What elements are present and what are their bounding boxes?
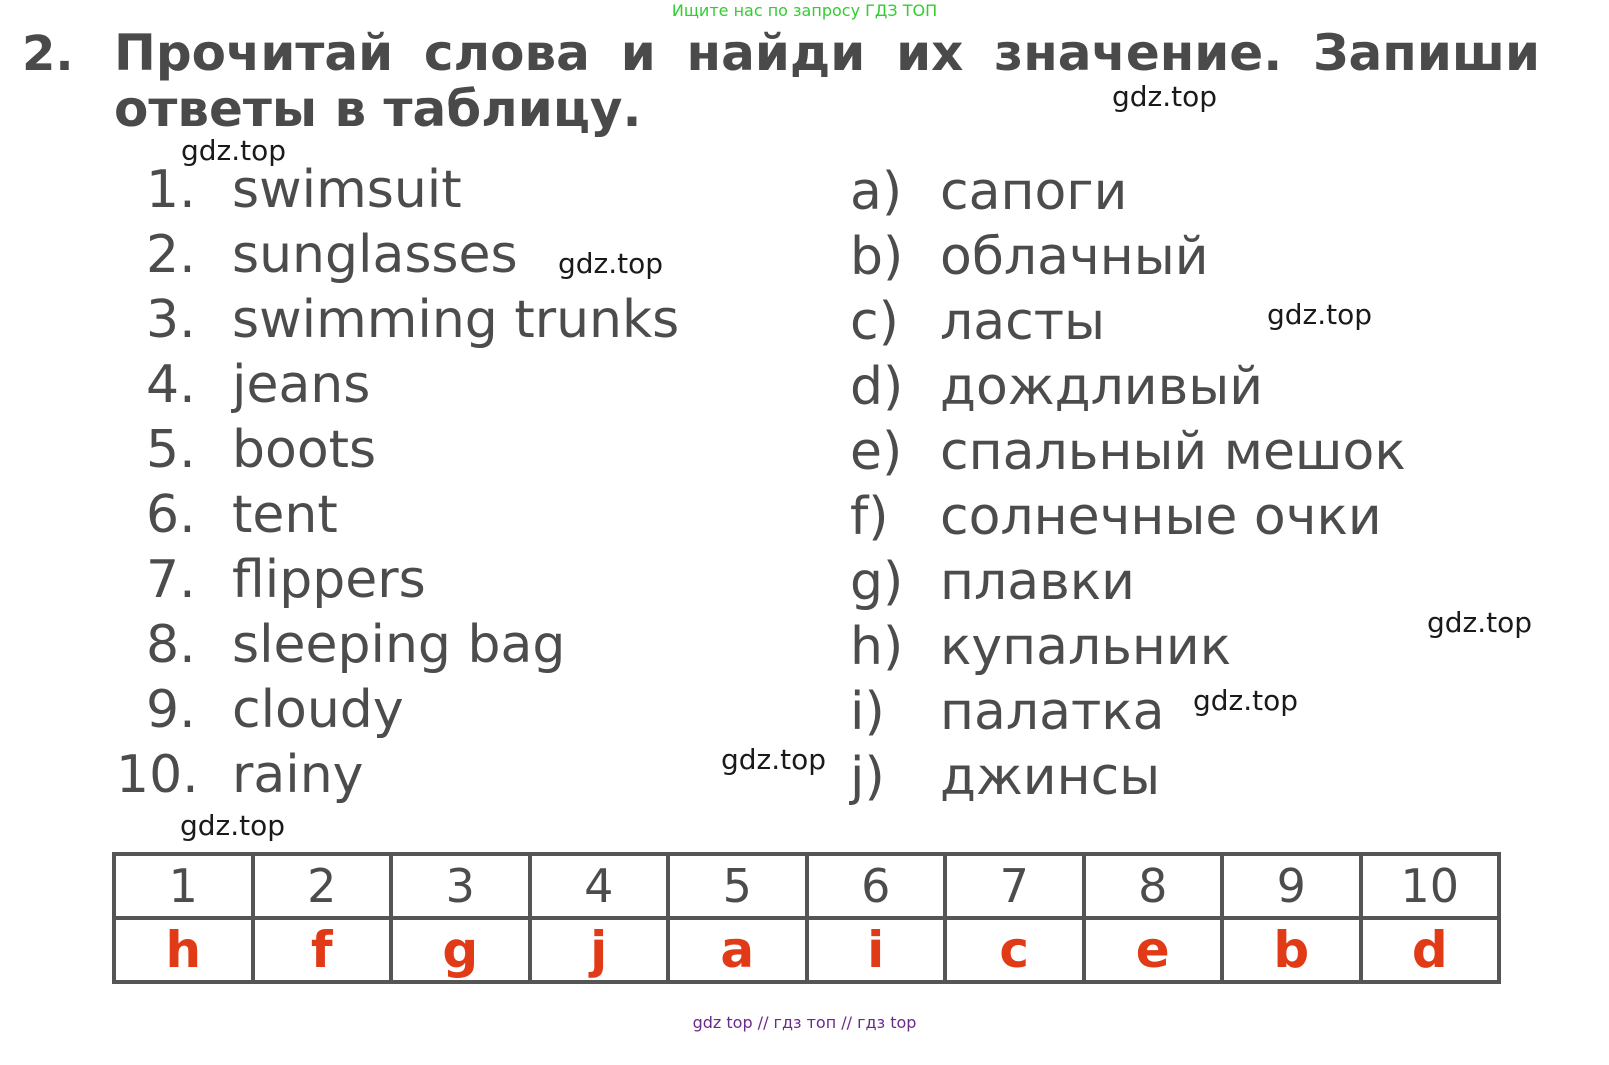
watermark: gdz.top (1193, 684, 1299, 717)
russian-word-item (850, 552, 1135, 612)
english-word-item (146, 550, 426, 610)
item-letter: b) (850, 227, 904, 287)
watermark: gdz.top (558, 247, 664, 280)
item-letter: a) (850, 162, 903, 222)
russian-word-item (850, 357, 1263, 417)
english-word-item (146, 420, 376, 480)
answer-table (112, 852, 1501, 984)
answer-table-header-row (114, 854, 1499, 918)
english-word-item (146, 680, 404, 740)
footer-links: gdz top // гдз топ // гдз top (692, 1013, 917, 1032)
english-word-item (146, 615, 565, 675)
russian-word: дождливый (940, 357, 1264, 417)
table-answer-cell: e (1084, 918, 1223, 982)
item-letter: h) (850, 617, 904, 677)
table-answer-cell: j (530, 918, 669, 982)
item-letter: d) (850, 357, 904, 417)
russian-word: сапоги (940, 162, 1128, 222)
russian-word: ласты (940, 292, 1106, 352)
table-number-cell: 2 (253, 854, 392, 918)
table-answer-cell: b (1222, 918, 1361, 982)
english-word: cloudy (232, 680, 404, 740)
watermark: gdz.top (721, 743, 827, 776)
english-word: flippers (232, 550, 426, 610)
table-number-cell: 10 (1361, 854, 1500, 918)
table-number-cell: 8 (1084, 854, 1223, 918)
item-number: 6. (146, 485, 196, 545)
item-letter: i) (850, 682, 885, 742)
english-word: boots (232, 420, 377, 480)
top-banner: Ищите нас по запросу ГДЗ ТОП (671, 1, 938, 20)
item-letter: j) (850, 747, 885, 807)
english-word-item (146, 225, 518, 285)
task-number: 2. (22, 26, 74, 82)
item-number: 8. (146, 615, 196, 675)
table-answer-cell: c (945, 918, 1084, 982)
english-word: sunglasses (232, 225, 518, 285)
russian-word-item (850, 422, 1406, 482)
english-word: swimsuit (232, 160, 462, 220)
item-number: 1. (146, 160, 196, 220)
russian-word: палатка (940, 682, 1165, 742)
item-number: 3. (146, 290, 196, 350)
russian-word-item (850, 747, 1160, 807)
russian-word-item (850, 617, 1231, 677)
russian-word-item (850, 487, 1382, 547)
watermark: gdz.top (1112, 80, 1218, 113)
english-word-item (116, 745, 363, 805)
english-word: tent (232, 485, 338, 545)
item-number: 5. (146, 420, 196, 480)
english-word: rainy (232, 745, 364, 805)
russian-word: джинсы (940, 747, 1161, 807)
watermark: gdz.top (1427, 606, 1533, 639)
english-word: sleeping bag (232, 615, 566, 675)
russian-word: плавки (940, 552, 1135, 612)
table-number-cell: 6 (807, 854, 946, 918)
table-number-cell: 3 (391, 854, 530, 918)
answer-table-answer-row (114, 918, 1499, 982)
item-number: 7. (146, 550, 196, 610)
table-answer-cell: g (391, 918, 530, 982)
task-instruction-line1: Прочитай слова и найди их значение. Запиши (114, 24, 1540, 82)
table-number-cell: 5 (668, 854, 807, 918)
table-answer-cell: d (1361, 918, 1500, 982)
table-answer-cell: f (253, 918, 392, 982)
item-number: 9. (146, 680, 196, 740)
table-number-cell: 7 (945, 854, 1084, 918)
english-word-item (146, 290, 679, 350)
watermark: gdz.top (1267, 298, 1373, 331)
russian-word-item (850, 227, 1209, 287)
english-word: swimming trunks (232, 290, 680, 350)
item-letter: g) (850, 552, 904, 612)
english-word: jeans (232, 355, 371, 415)
russian-word-item (850, 682, 1165, 742)
item-number: 10. (116, 745, 199, 805)
item-letter: f) (850, 487, 889, 547)
table-number-cell: 9 (1222, 854, 1361, 918)
table-answer-cell: h (114, 918, 253, 982)
table-answer-cell: i (807, 918, 946, 982)
item-letter: c) (850, 292, 899, 352)
table-number-cell: 1 (114, 854, 253, 918)
table-number-cell: 4 (530, 854, 669, 918)
item-number: 4. (146, 355, 196, 415)
russian-word: облачный (940, 227, 1209, 287)
russian-word: спальный мешок (940, 422, 1406, 482)
english-word-item (146, 485, 338, 545)
item-number: 2. (146, 225, 196, 285)
watermark: gdz.top (180, 809, 286, 842)
english-word-item (146, 355, 370, 415)
russian-word: солнечные очки (940, 487, 1382, 547)
russian-word: купальник (940, 617, 1232, 677)
task-instruction-line2: ответы в таблицу. (114, 80, 642, 138)
english-word-item (146, 160, 462, 220)
item-letter: e) (850, 422, 903, 482)
russian-word-item (850, 292, 1105, 352)
russian-word-item (850, 162, 1127, 222)
watermark: gdz.top (181, 134, 287, 167)
table-answer-cell: a (668, 918, 807, 982)
